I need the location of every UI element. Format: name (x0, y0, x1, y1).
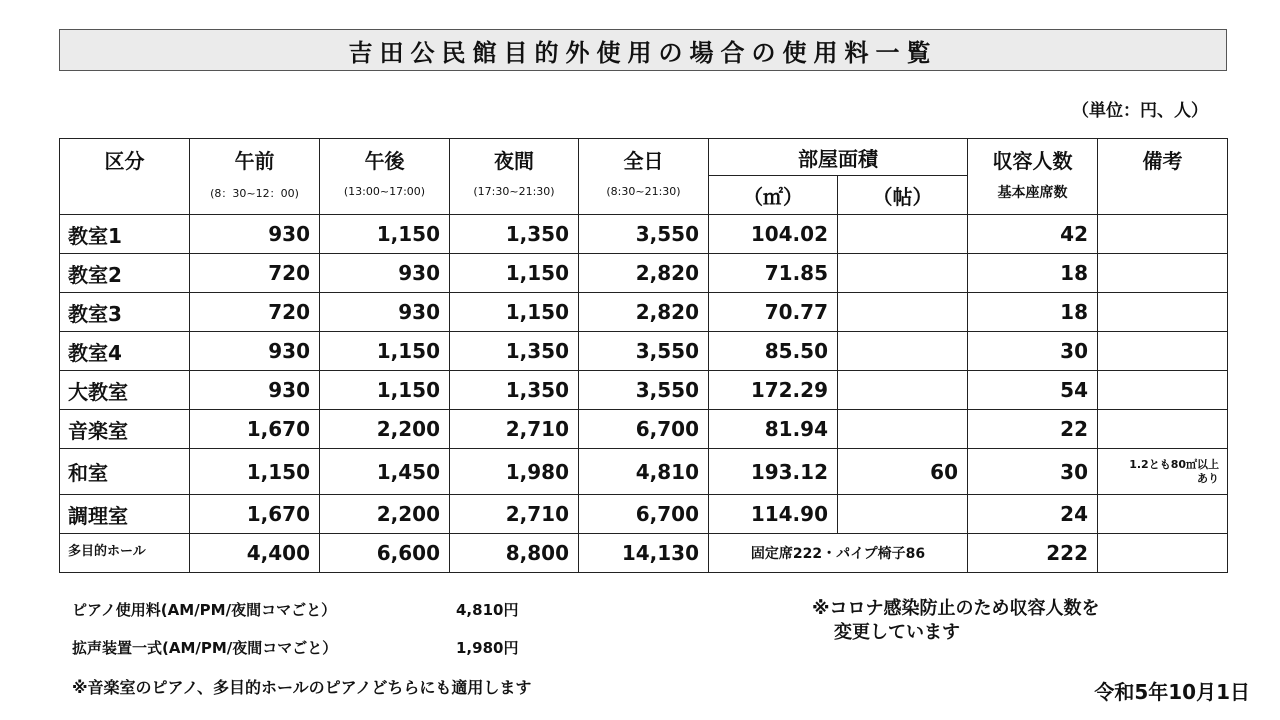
area-jo (838, 215, 968, 254)
piano-fee-label: ピアノ使用料(AM/PM/夜間コマごと） (72, 601, 337, 619)
fee-night: 2,710 (450, 495, 579, 534)
fee-afternoon: 1,150 (320, 371, 450, 410)
table-row (60, 254, 1228, 293)
capacity: 22 (968, 410, 1098, 449)
fee-table-body (60, 215, 1228, 573)
header-remarks: 備考 (1098, 139, 1228, 215)
area-sqm: 81.94 (709, 410, 838, 449)
capacity: 30 (968, 449, 1098, 495)
corona-notice-line1: ※コロナ感染防止のため収容人数を (812, 598, 1100, 619)
corona-notice (812, 597, 1100, 645)
document-title: 吉田公民館目的外使用の場合の使用料一覧 (59, 29, 1227, 71)
remarks (1098, 534, 1228, 573)
fee-night: 1,150 (450, 293, 579, 332)
fee-night: 8,800 (450, 534, 579, 573)
area-jo (838, 254, 968, 293)
area-sqm: 193.12 (709, 449, 838, 495)
area-jo (838, 495, 968, 534)
table-row (60, 449, 1228, 495)
remarks (1098, 215, 1228, 254)
table-row (60, 293, 1228, 332)
room-name: 調理室 (60, 495, 190, 534)
hall-seating: 固定席222・パイプ椅子86 (709, 534, 968, 573)
fee-night: 1,350 (450, 215, 579, 254)
remarks (1098, 332, 1228, 371)
table-row (60, 371, 1228, 410)
fee-afternoon: 930 (320, 254, 450, 293)
fee-allday: 2,820 (579, 293, 709, 332)
fee-afternoon: 930 (320, 293, 450, 332)
fee-morning: 720 (190, 293, 320, 332)
issue-date: 令和5年10月1日 (1094, 680, 1250, 704)
fee-afternoon: 2,200 (320, 410, 450, 449)
header-category: 区分 (60, 139, 190, 215)
fee-allday: 3,550 (579, 371, 709, 410)
table-row (60, 332, 1228, 371)
fee-night: 1,350 (450, 371, 579, 410)
capacity: 222 (968, 534, 1098, 573)
fee-allday: 3,550 (579, 215, 709, 254)
area-jo (838, 371, 968, 410)
capacity: 42 (968, 215, 1098, 254)
remarks-line: 1.2とも80㎡以上 (1129, 457, 1219, 471)
capacity: 18 (968, 293, 1098, 332)
room-name: 和室 (60, 449, 190, 495)
fee-night: 1,350 (450, 332, 579, 371)
header-area-sqm: （㎡） (709, 176, 838, 215)
fee-morning: 930 (190, 332, 320, 371)
area-jo (838, 293, 968, 332)
table-row (60, 410, 1228, 449)
pa-fee-price: 1,980円 (456, 639, 519, 657)
fee-afternoon: 1,450 (320, 449, 450, 495)
remarks (1098, 410, 1228, 449)
capacity: 18 (968, 254, 1098, 293)
unit-note: （単位：円、人） (1072, 101, 1208, 121)
capacity: 24 (968, 495, 1098, 534)
remarks (1098, 293, 1228, 332)
remarks-line: あり (1197, 471, 1219, 485)
fee-morning: 930 (190, 215, 320, 254)
fee-allday: 3,550 (579, 332, 709, 371)
fee-allday: 2,820 (579, 254, 709, 293)
header-morning: 午前 (8：30~12：00) (190, 139, 320, 215)
area-jo: 60 (838, 449, 968, 495)
room-name: 教室1 (60, 215, 190, 254)
fee-night: 1,980 (450, 449, 579, 495)
table-row (60, 495, 1228, 534)
fee-night: 2,710 (450, 410, 579, 449)
header-afternoon: 午後 (13:00~17:00) (320, 139, 450, 215)
area-jo (838, 410, 968, 449)
table-row (60, 215, 1228, 254)
piano-note: ※音楽室のピアノ、多目的ホールのピアノどちらにも適用します (72, 678, 532, 697)
pa-fee-label: 拡声装置一式(AM/PM/夜間コマごと） (72, 639, 338, 657)
fee-morning: 930 (190, 371, 320, 410)
area-sqm: 104.02 (709, 215, 838, 254)
area-jo (838, 332, 968, 371)
fee-afternoon: 2,200 (320, 495, 450, 534)
remarks (1098, 495, 1228, 534)
area-sqm: 70.77 (709, 293, 838, 332)
area-sqm: 71.85 (709, 254, 838, 293)
fee-morning: 1,670 (190, 410, 320, 449)
room-name: 教室4 (60, 332, 190, 371)
piano-fee-price: 4,810円 (456, 601, 519, 619)
capacity: 30 (968, 332, 1098, 371)
fee-allday: 4,810 (579, 449, 709, 495)
header-area: 部屋面積 (709, 139, 968, 176)
fee-morning: 720 (190, 254, 320, 293)
remarks (1098, 254, 1228, 293)
remarks (1098, 449, 1228, 495)
fee-allday: 14,130 (579, 534, 709, 573)
table-row (60, 534, 1228, 573)
fee-morning: 4,400 (190, 534, 320, 573)
fee-morning: 1,150 (190, 449, 320, 495)
fee-table (59, 138, 1228, 573)
fee-afternoon: 6,600 (320, 534, 450, 573)
fee-night: 1,150 (450, 254, 579, 293)
capacity: 54 (968, 371, 1098, 410)
room-name: 音楽室 (60, 410, 190, 449)
fee-morning: 1,670 (190, 495, 320, 534)
area-sqm: 114.90 (709, 495, 838, 534)
fee-allday: 6,700 (579, 495, 709, 534)
fee-afternoon: 1,150 (320, 332, 450, 371)
room-name: 大教室 (60, 371, 190, 410)
area-sqm: 85.50 (709, 332, 838, 371)
room-name: 教室2 (60, 254, 190, 293)
header-capacity: 収容人数 基本座席数 (968, 139, 1098, 215)
fee-allday: 6,700 (579, 410, 709, 449)
room-name: 多目的ホール (60, 534, 190, 573)
fee-afternoon: 1,150 (320, 215, 450, 254)
room-name: 教室3 (60, 293, 190, 332)
corona-notice-line2: 変更しています (834, 622, 960, 643)
header-night: 夜間 (17:30~21:30) (450, 139, 579, 215)
area-sqm: 172.29 (709, 371, 838, 410)
header-allday: 全日 (8:30~21:30) (579, 139, 709, 215)
header-area-jo: （帖） (838, 176, 968, 215)
remarks (1098, 371, 1228, 410)
